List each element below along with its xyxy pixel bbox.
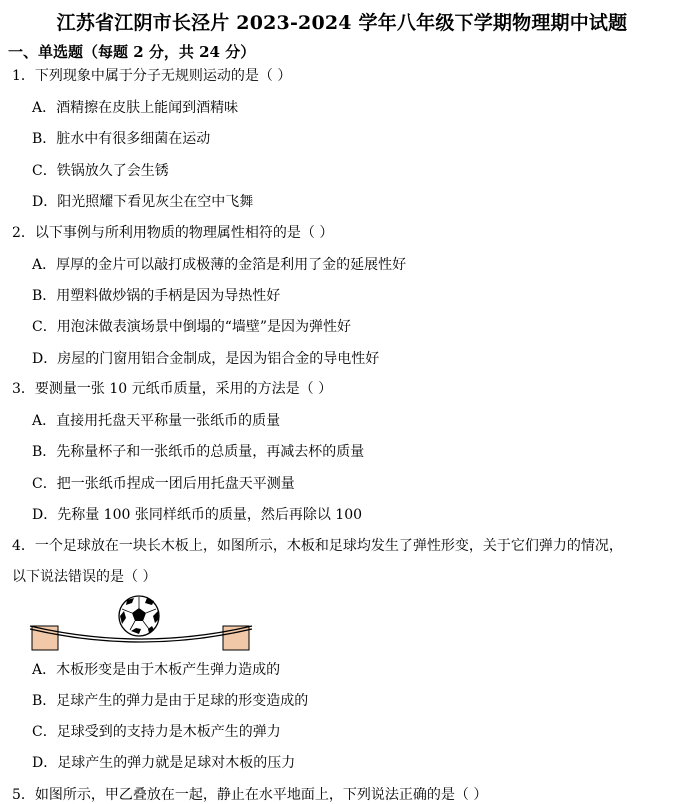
- question-2-option-c: C．用泡沫做表演场景中倒塌的“墙壁”是因为弹性好: [32, 319, 352, 335]
- question-4-stem-continued: 以下说法错误的是（ ）: [12, 569, 157, 585]
- section-heading: 一、单选题（每题 2 分，共 24 分）: [8, 43, 256, 61]
- football-on-board-diagram: [28, 594, 258, 656]
- question-1-stem: 1．下列现象中属于分子无规则运动的是（ ）: [12, 68, 292, 84]
- question-1-option-b: B．脏水中有很多细菌在运动: [32, 131, 211, 147]
- question-3-option-b: B．先称量杯子和一张纸币的总质量，再减去杯的质量: [32, 444, 365, 460]
- question-4-option-c: C．足球受到的支持力是木板产生的弹力: [32, 724, 281, 740]
- question-4-option-b: B．足球产生的弹力是由于足球的形变造成的: [32, 693, 309, 709]
- question-3-option-c: C．把一张纸币捏成一团后用托盘天平测量: [32, 476, 295, 492]
- question-4-option-a: A．木板形变是由于木板产生弹力造成的: [32, 662, 281, 678]
- question-2-option-d: D．房屋的门窗用铝合金制成，是因为铝合金的导电性好: [32, 351, 380, 367]
- question-4-option-d: D．足球产生的弹力就是足球对木板的压力: [32, 755, 296, 771]
- question-2-option-b: B．用塑料做炒锅的手柄是因为导热性好: [32, 288, 281, 304]
- question-3-option-a: A．直接用托盘天平称量一张纸币的质量: [32, 413, 281, 429]
- question-3-stem: 3．要测量一张 10 元纸币质量，采用的方法是（ ）: [12, 381, 333, 397]
- question-1-option-d: D．阳光照耀下看见灰尘在空中飞舞: [32, 194, 254, 210]
- question-1-option-a: A．酒精擦在皮肤上能闻到酒精味: [32, 100, 239, 116]
- question-2-option-a: A．厚厚的金片可以敲打成极薄的金箔是利用了金的延展性好: [32, 257, 407, 273]
- football-icon: [119, 596, 159, 636]
- question-1-option-c: C．铁锅放久了会生锈: [32, 163, 169, 179]
- question-3-option-d: D．先称量 100 张同样纸币的质量，然后再除以 100: [32, 507, 363, 523]
- question-2-stem: 2．以下事例与所利用物质的物理属性相符的是（ ）: [12, 225, 334, 241]
- question-5-stem: 5．如图所示，甲乙叠放在一起，静止在水平地面上，下列说法正确的是（ ）: [12, 787, 488, 803]
- page-title: 江苏省江阴市长泾片 2023-2024 学年八年级下学期物理期中试题: [56, 12, 628, 34]
- question-4-stem: 4．一个足球放在一块长木板上，如图所示，木板和足球均发生了弹性形变，关于它们弹力的情况，: [12, 538, 623, 554]
